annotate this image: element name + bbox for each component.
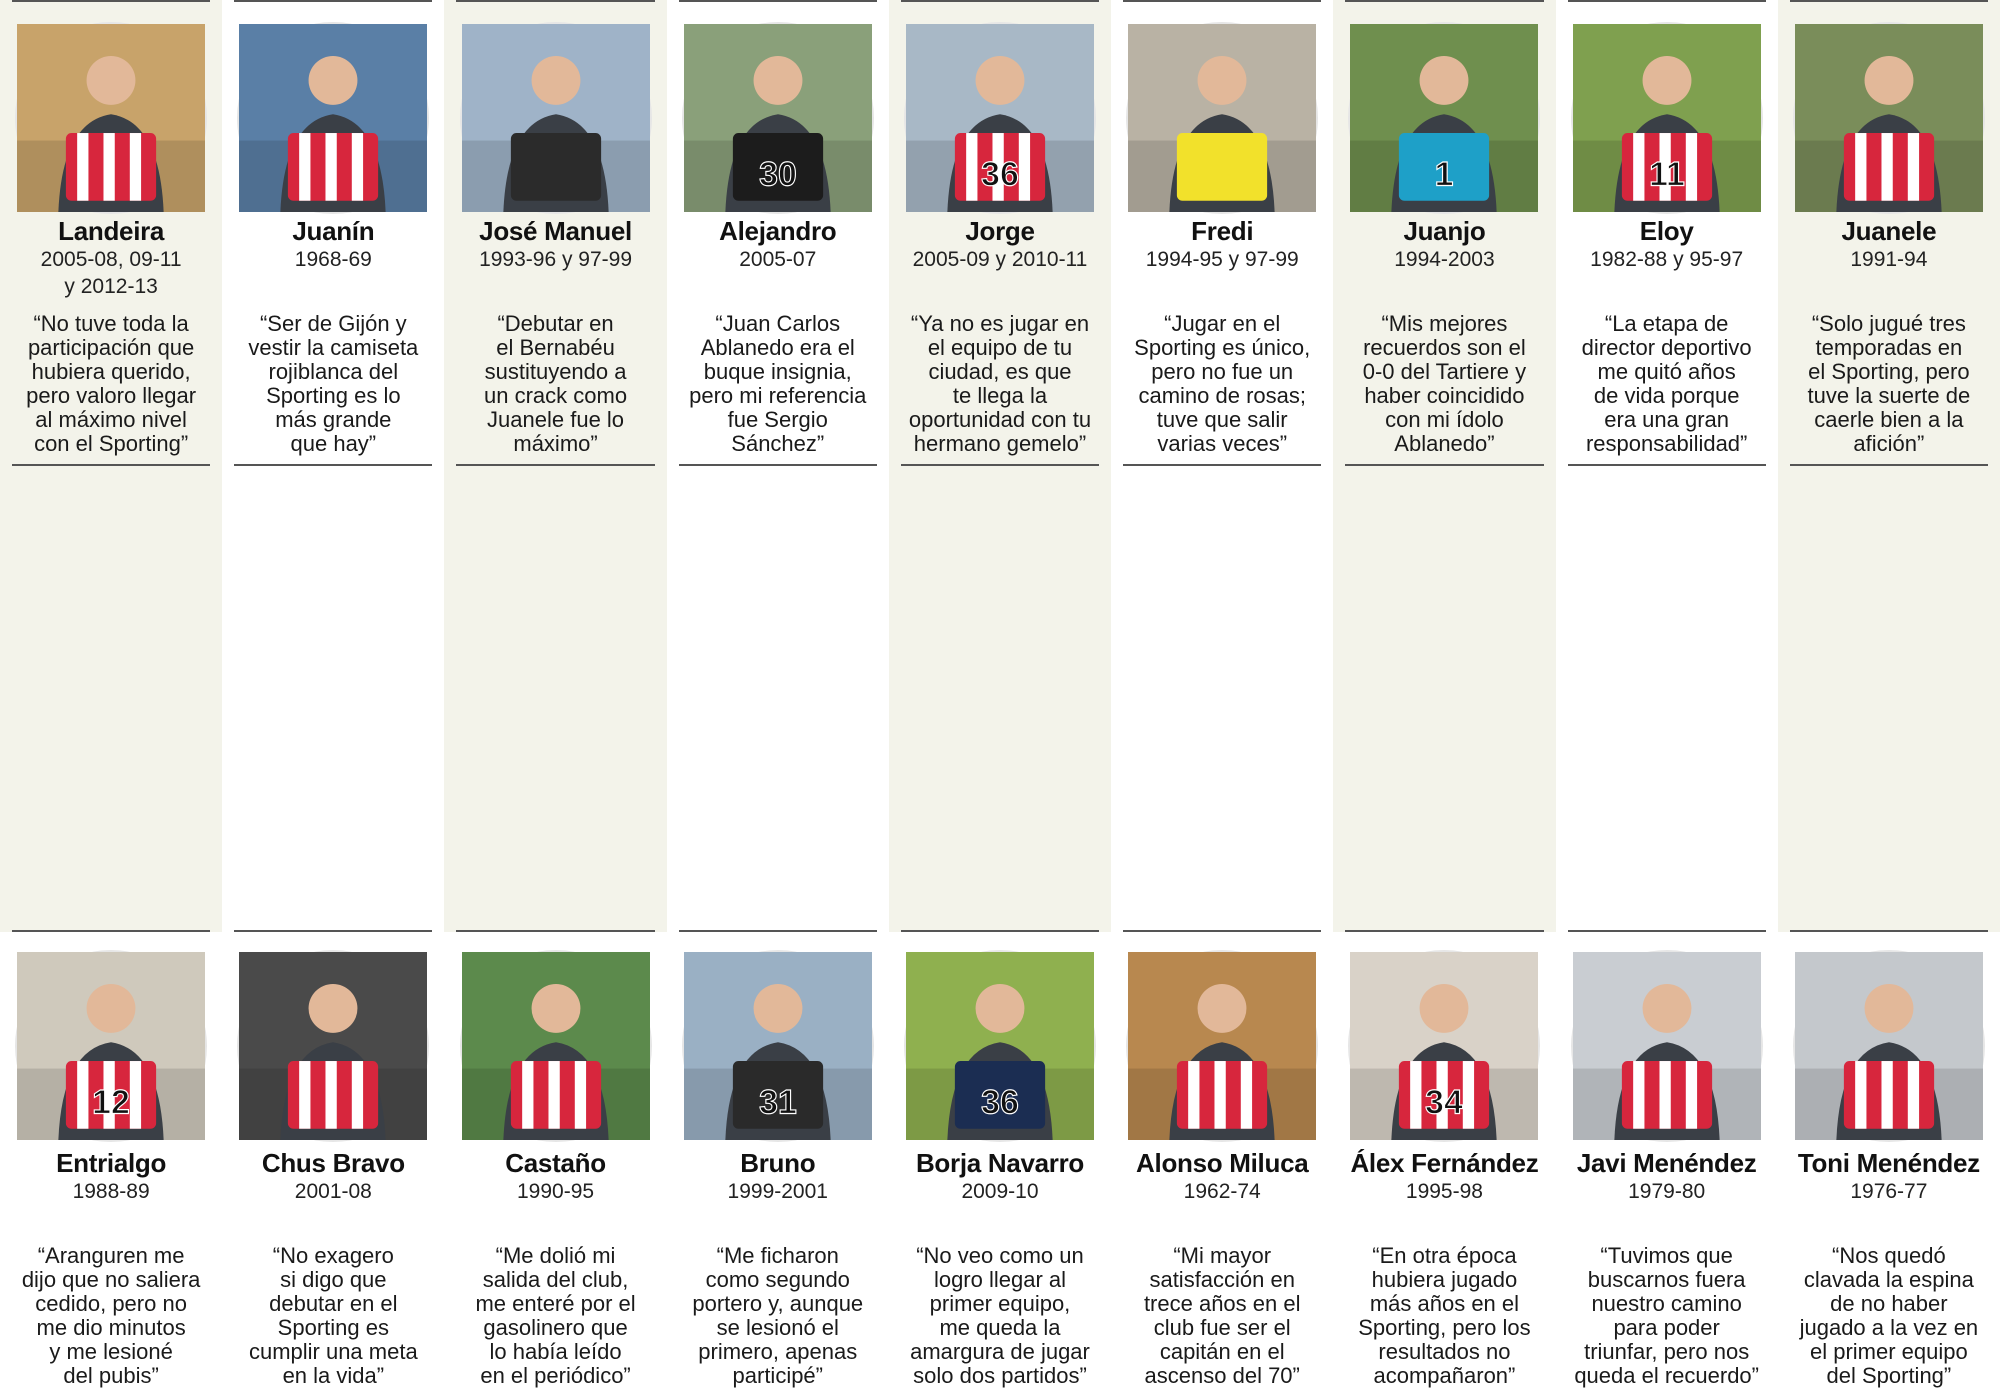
player-card <box>0 466 222 1388</box>
player-name: Juanín <box>292 216 375 246</box>
player-years: 2009-10 <box>961 1180 1039 1203</box>
player-photo <box>1793 22 1985 214</box>
player-photo-illustration <box>1350 24 1538 212</box>
player-quote: “Nos quedó clavada la espina de no haber jugado a la vez en el primer equipo del Sporting” <box>1799 1243 1979 1388</box>
player-photo <box>682 22 874 214</box>
player-card <box>1778 0 2000 466</box>
player-years: 1988-89 <box>72 1180 150 1203</box>
divider-line <box>1123 930 1321 932</box>
player-name: Juanele <box>1841 216 1937 246</box>
player-photo-illustration <box>239 24 427 212</box>
player-quote: “Juan Carlos Ablanedo era el buque insignia, pero mi referencia fue Sergio Sánchez” <box>689 311 867 456</box>
divider-line <box>679 930 877 932</box>
divider-line <box>234 930 432 932</box>
player-name: Castaño <box>505 1148 606 1178</box>
player-quote: “Me ficharon como segundo portero y, aunque se lesionó el primero, apenas participé” <box>692 1243 864 1388</box>
player-quote: “Solo jugué tres temporadas en el Sporting, pero tuve la suerte de caerle bien a la afición” <box>1807 311 1971 456</box>
player-name: Toni Menéndez <box>1797 1148 1980 1178</box>
player-quote: “Mi mayor satisfacción en trece años en el club fue ser el capitán en el ascenso del 70” <box>1143 1243 1301 1388</box>
player-card <box>1778 466 2000 1388</box>
divider-line <box>1790 0 1988 2</box>
divider-line <box>1568 0 1766 2</box>
player-years: 1994-2003 <box>1394 248 1495 271</box>
player-photo <box>237 950 429 1142</box>
player-card <box>1333 466 1555 1388</box>
player-photo <box>1126 950 1318 1142</box>
player-years: 1995-98 <box>1405 1180 1483 1203</box>
player-years: 1979-80 <box>1628 1180 1706 1203</box>
player-years: 1968-69 <box>294 248 372 271</box>
divider-line <box>234 0 432 2</box>
player-name: Chus Bravo <box>261 1148 405 1178</box>
player-card <box>1556 0 1778 466</box>
player-photo-illustration <box>17 24 205 212</box>
divider-line <box>1123 0 1321 2</box>
divider-line <box>456 0 654 2</box>
player-name: Borja Navarro <box>915 1148 1085 1178</box>
player-quote: “Ya no es jugar en el equipo de tu ciudad, es que te llega la oportunidad con tu hermano gemelo” <box>908 311 1092 456</box>
player-name: Landeira <box>58 216 165 246</box>
player-years: 1990-95 <box>517 1180 595 1203</box>
player-quote: “Ser de Gijón y vestir la camiseta rojiblanca del Sporting es lo más grande que hay” <box>248 311 419 456</box>
player-name: Bruno <box>740 1148 816 1178</box>
player-card <box>222 0 444 466</box>
player-name: Jorge <box>965 216 1035 246</box>
player-years: 1999-2001 <box>727 1180 828 1203</box>
player-card <box>444 0 666 466</box>
player-photo <box>1793 950 1985 1142</box>
player-photo-illustration <box>462 24 650 212</box>
player-quote: “No exagero si digo que debutar en el Sporting es cumplir una meta en la vida” <box>248 1243 418 1388</box>
player-years: 1991-94 <box>1850 248 1928 271</box>
divider-line <box>12 0 210 2</box>
player-photo <box>904 950 1096 1142</box>
player-quote: “Mis mejores recuerdos son el 0-0 del Tartiere y haber coincidido con mi ídolo Ablanedo” <box>1362 311 1527 456</box>
player-years: 2005-07 <box>739 248 817 271</box>
player-photo-illustration <box>462 952 650 1140</box>
divider-line <box>12 930 210 932</box>
player-photo <box>1126 22 1318 214</box>
player-name: José Manuel <box>479 216 632 246</box>
player-photo-illustration <box>1573 952 1761 1140</box>
divider-line <box>1345 0 1543 2</box>
player-photo-illustration <box>906 952 1094 1140</box>
player-quote: “Tuvimos que buscarnos fuera nuestro camino para poder triunfar, pero nos queda el recuerdo” <box>1574 1243 1759 1388</box>
player-card <box>667 466 889 1388</box>
player-card <box>1111 466 1333 1388</box>
player-photo-illustration <box>1128 952 1316 1140</box>
player-card <box>889 0 1111 466</box>
divider-line <box>901 930 1099 932</box>
player-card <box>0 0 222 466</box>
player-photo-illustration <box>1795 24 1983 212</box>
svg-text:30: 30 <box>758 155 797 194</box>
player-card <box>889 466 1111 1388</box>
player-years: 1962-74 <box>1183 1180 1261 1203</box>
player-quote: “La etapa de director deportivo me quitó años de vida porque era una gran responsabilidad” <box>1581 311 1752 456</box>
player-quote: “Me dolió mi salida del club, me enteré por el gasolinero que lo había leído en el periódico” <box>475 1243 636 1388</box>
player-years: 1976-77 <box>1850 1180 1928 1203</box>
divider-line <box>456 930 654 932</box>
player-photo-illustration <box>17 952 205 1140</box>
divider-line <box>1345 930 1543 932</box>
player-years: 1993-96 y 97-99 <box>479 248 633 271</box>
player-quote: “En otra época hubiera jugado más años en el Sporting, pero los resultados no acompañaron” <box>1358 1243 1531 1388</box>
divider-line <box>1568 930 1766 932</box>
player-card <box>1333 0 1555 466</box>
player-photo-illustration <box>239 952 427 1140</box>
player-name: Entrialgo <box>56 1148 167 1178</box>
svg-text:36: 36 <box>981 155 1019 194</box>
player-name: Álex Fernández <box>1350 1148 1539 1178</box>
player-card <box>222 466 444 1388</box>
divider-line <box>901 0 1099 2</box>
player-photo-illustration <box>1128 24 1316 212</box>
player-years: 1982-88 y 95-97 <box>1590 248 1744 271</box>
player-photo-illustration <box>906 24 1094 212</box>
divider-line <box>1790 930 1988 932</box>
player-photo <box>1571 22 1763 214</box>
player-name: Eloy <box>1639 216 1694 246</box>
player-photo-illustration <box>1573 24 1761 212</box>
player-name: Alonso Miluca <box>1136 1148 1309 1178</box>
player-years: 1994-95 y 97-99 <box>1145 248 1299 271</box>
player-photo <box>15 950 207 1142</box>
player-card <box>444 466 666 1388</box>
player-card <box>1556 466 1778 1388</box>
svg-text:11: 11 <box>1648 155 1685 194</box>
svg-text:1: 1 <box>1435 155 1454 194</box>
player-name: Juanjo <box>1403 216 1486 246</box>
player-photo-illustration <box>1350 952 1538 1140</box>
player-years: 2005-08, 09-11 y 2012-13 <box>40 248 182 298</box>
player-quote: “Debutar en el Bernabéu sustituyendo a un crack como Juanele fue lo máximo” <box>484 311 628 456</box>
player-photo <box>1571 950 1763 1142</box>
player-quote: “Aranguren me dijo que no saliera cedido, pero no me dio minutos y me lesioné del pubis” <box>21 1243 201 1388</box>
player-years: 2005-09 y 2010-11 <box>912 248 1088 271</box>
player-photo <box>15 22 207 214</box>
player-photo <box>1348 22 1540 214</box>
player-quote: “Jugar en el Sporting es único, pero no fue un camino de rosas; tuve que salir varias veces” <box>1134 311 1311 456</box>
svg-text:36: 36 <box>981 1083 1019 1122</box>
player-photo <box>237 22 429 214</box>
player-photo <box>1348 950 1540 1142</box>
player-photo-illustration <box>684 24 872 212</box>
player-card <box>667 0 889 466</box>
svg-text:12: 12 <box>92 1083 130 1122</box>
player-years: 2001-08 <box>294 1180 372 1203</box>
player-name: Fredi <box>1191 216 1254 246</box>
player-name: Javi Menéndez <box>1576 1148 1757 1178</box>
player-photo-illustration <box>684 952 872 1140</box>
player-photo <box>904 22 1096 214</box>
player-quote: “No tuve toda la participación que hubiera querido, pero valoro llegar al máximo nivel con el Sporting” <box>26 311 197 456</box>
player-photo-illustration <box>1795 952 1983 1140</box>
player-photo <box>460 22 652 214</box>
player-photo <box>682 950 874 1142</box>
player-photo <box>460 950 652 1142</box>
player-quote: “No veo como un logro llegar al primer equipo, me queda la amargura de jugar solo dos partidos” <box>910 1243 1090 1388</box>
player-name: Alejandro <box>719 216 837 246</box>
svg-text:34: 34 <box>1425 1083 1464 1122</box>
divider-line <box>679 0 877 2</box>
player-card <box>1111 0 1333 466</box>
svg-text:31: 31 <box>758 1083 797 1122</box>
